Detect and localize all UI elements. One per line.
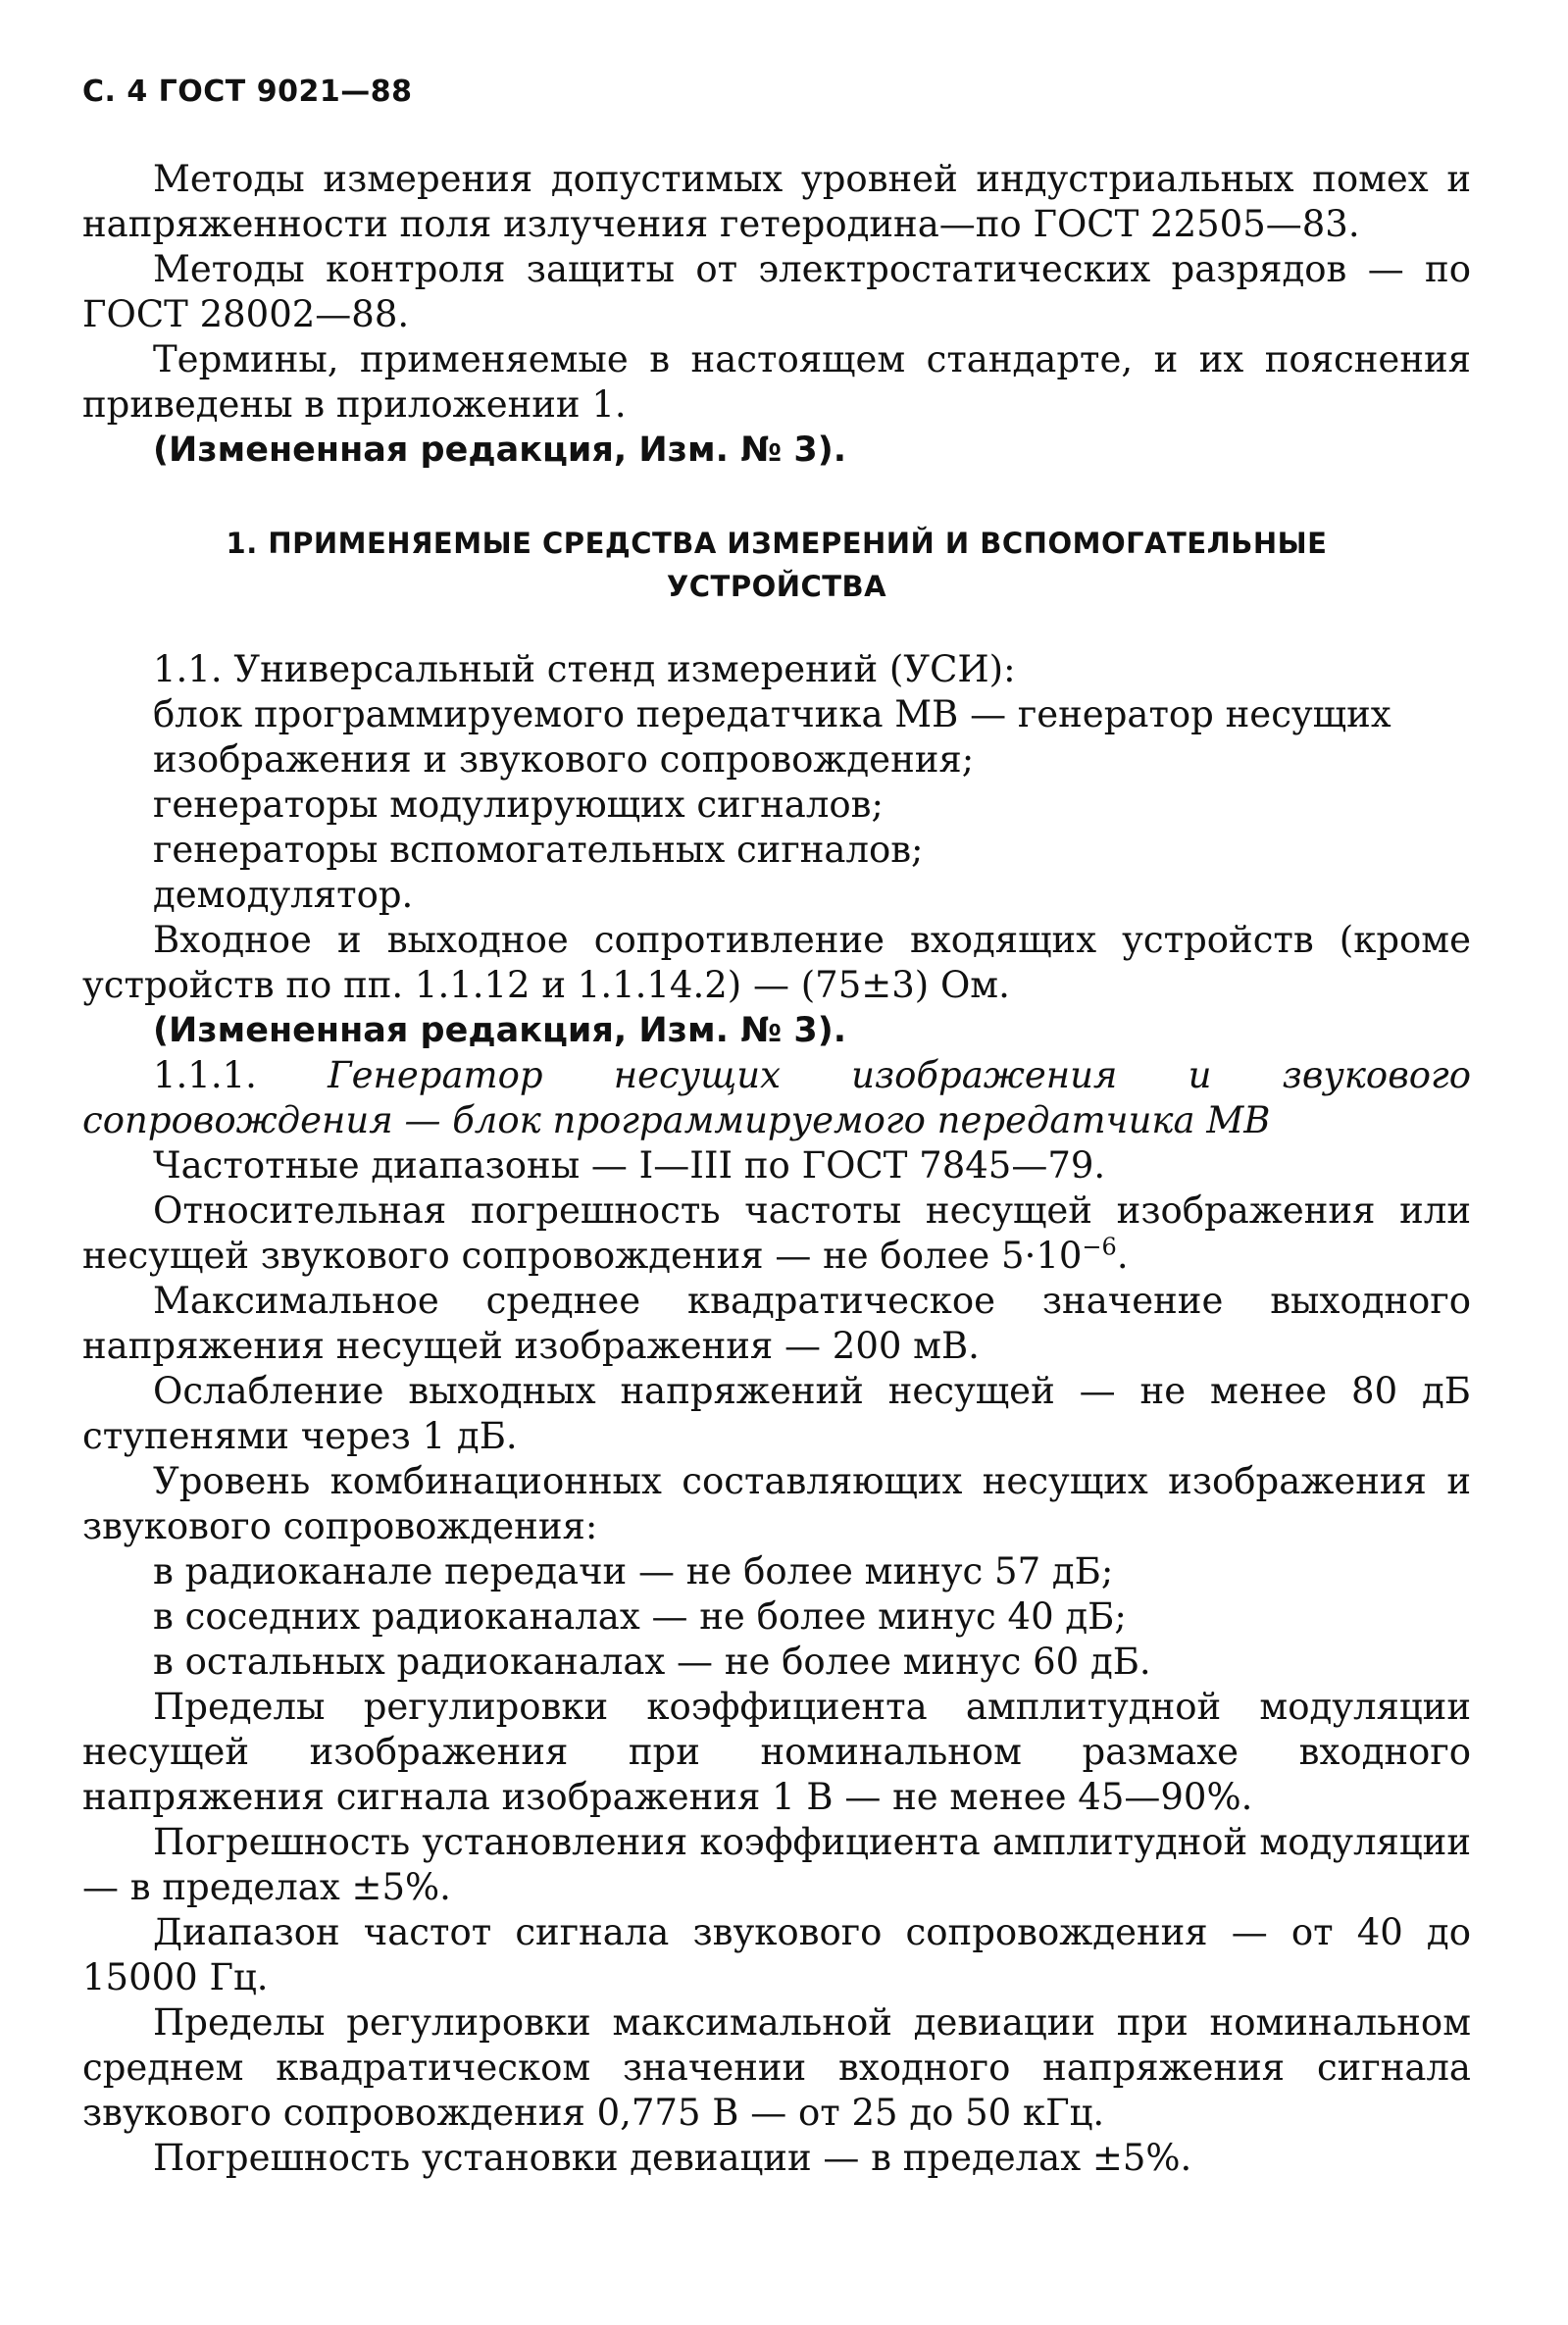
paragraph-freq-ranges: Частотные диапазоны — I—III по ГОСТ 7845—79. — [153, 1144, 1106, 1187]
paragraph-deviation-error: Погрешность установки девиации — в пределах ±5%. — [153, 2137, 1192, 2179]
list-item: в остальных радиоканалах — не более минус 60 дБ. — [153, 1641, 1151, 1683]
list-item: в соседних радиоканалах — не более минус 40 дБ; — [153, 1595, 1127, 1638]
list-item: генераторы модулирующих сигналов; — [153, 783, 884, 826]
section-heading — [82, 522, 1471, 608]
paragraph-relative-error — [82, 1188, 1471, 1279]
amendment-note: (Измененная редакция, Изм. № 3). — [153, 1011, 847, 1050]
paragraph-terms: Термины, применяемые в настоящем стандарте, и их пояснения приведены в приложении 1. — [82, 338, 1471, 426]
paragraph-combination-level: Уровень комбинационных составляющих несущих изображения и звукового сопровождения: — [82, 1460, 1471, 1547]
paragraph-deviation-limits: Пределы регулировки максимальной девиации при номинальном среднем квадратическом значении входного напряжения сигнала звукового сопровождения 0,775 В — от 25 до 50 кГц. — [82, 2001, 1471, 2134]
relative-error-text: Относительная погрешность частоты несущей изображения или несущей звукового сопровождения — не более 5·10 — [82, 1189, 1471, 1277]
paragraph-max-voltage: Максимальное среднее квадратическое значение выходного напряжения несущей изображения — 200 мВ. — [82, 1280, 1471, 1367]
paragraph-esd-methods: Методы контроля защиты от электростатических разрядов — по ГОСТ 28002—88. — [82, 248, 1471, 335]
exponent: −6 — [1082, 1233, 1117, 1261]
clause-1-1-1 — [82, 1053, 1471, 1143]
paragraph-attenuation: Ослабление выходных напряжений несущей — не менее 80 дБ ступенями через 1 дБ. — [82, 1370, 1471, 1457]
amendment-note: (Измененная редакция, Изм. № 3). — [153, 430, 847, 470]
paragraph-impedance: Входное и выходное сопротивление входящих устройств (кроме устройств по пп. 1.1.12 и 1.1.14.2) — (75±3) Ом. — [82, 919, 1471, 1006]
list-item: блок программируемого передатчика МВ — генератор несущих изображения и звукового сопровождения; — [153, 693, 1391, 781]
clause-title: Генератор несущих изображения и звукового сопровождения — блок программируемого передатчика МВ — [82, 1054, 1471, 1141]
relative-error-end: . — [1116, 1235, 1129, 1277]
section-heading-line2: УСТРОЙСТВА — [666, 570, 887, 603]
page-content — [82, 157, 1471, 2181]
paragraph-interference-methods: Методы измерения допустимых уровней индустриальных помех и напряженности поля излучения гетеродина—по ГОСТ 22505—83. — [82, 158, 1471, 245]
list-item: генераторы вспомогательных сигналов; — [153, 829, 924, 871]
paragraph-am-limits: Пределы регулировки коэффициента амплитудной модуляции несущей изображения при номинальном размахе входного напряжения сигнала изображения 1 В — не менее 45—90%. — [82, 1686, 1471, 1818]
clause-1-1: 1.1. Универсальный стенд измерений (УСИ): — [153, 648, 1016, 690]
paragraph-am-error: Погрешность установления коэффициента амплитудной модуляции — в пределах ±5%. — [82, 1821, 1471, 1908]
list-item: демодулятор. — [153, 874, 414, 916]
list-item: в радиоканале передачи — не более минус 57 дБ; — [153, 1550, 1114, 1592]
section-heading-line1: 1. ПРИМЕНЯЕМЫЕ СРЕДСТВА ИЗМЕРЕНИЙ И ВСПОМОГАТЕЛЬНЫЕ — [226, 527, 1328, 560]
paragraph-audio-range: Диапазон частот сигнала звукового сопровождения — от 40 до 15000 Гц. — [82, 1911, 1471, 1998]
clause-number: 1.1.1. — [153, 1054, 329, 1096]
page-header: С. 4 ГОСТ 9021—88 — [82, 75, 413, 109]
